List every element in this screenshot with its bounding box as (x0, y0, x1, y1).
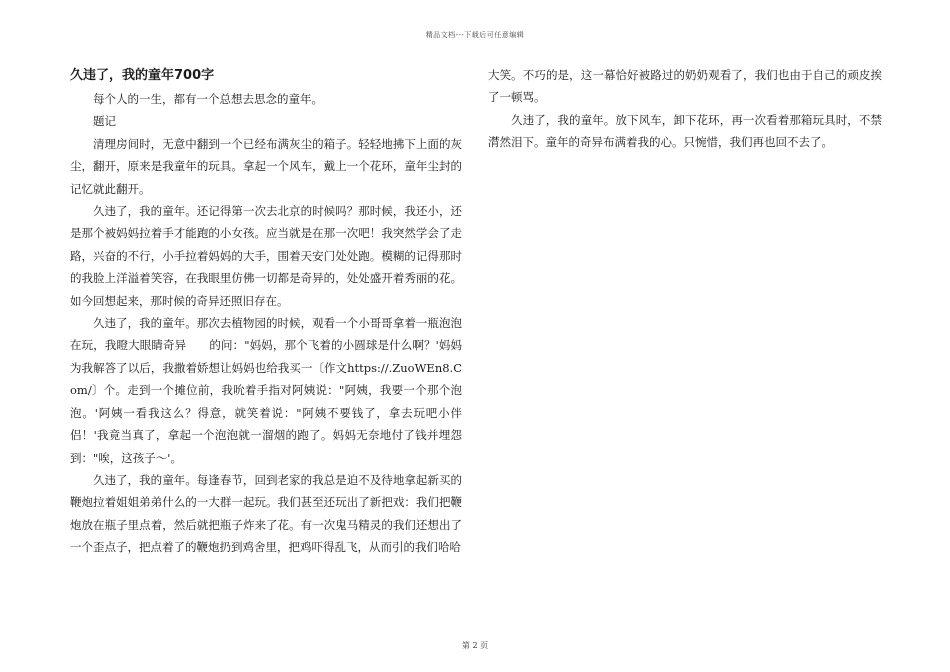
paragraph-closing: 久违了，我的童年。放下风车，卸下花环，再一次看着那箱玩具时，不禁潸然泪下。童年的奇异布满着我的心。只惋惜，我们再也回不去了。 (488, 112, 882, 150)
page-header-note: 精品文档---下载后可任意编辑 (425, 31, 525, 39)
paragraph-epigraph-label: 题记 (93, 114, 116, 129)
paragraph-beijing: 久违了，我的童年。还记得第一次去北京的时候吗？那时候，我还小，还是那个被妈妈拉着手才能跑的小女孩。应当就是在那一次吧！我突然学会了走路，兴奋的不行，小手拉着妈妈的大手，围着天安门处处跑。模糊的记得那时的我脸上洋溢着笑容，在我眼里仿佛一切都是奇异的，处处盛开着秀丽的花。如今回想起来，那时候的奇异还照旧存在。 (70, 204, 462, 308)
page-number: 第 2 页 (461, 641, 489, 650)
left-column (70, 64, 462, 559)
paragraph-room-cleaning: 清理房间时，无意中翻到一个已经布满灰尘的箱子。轻轻地拂下上面的灰尘，翻开，原来是我童年的玩具。拿起一个风车，戴上一个花环，童年尘封的记忆就此翻开。 (70, 136, 462, 196)
paragraph-firecrackers: 久违了，我的童年。每逢春节，回到老家的我总是迫不及待地拿起新买的鞭炮拉着姐姐弟弟什么的一大群一起玩。我们甚至还玩出了新把戏：我们把鞭炮放在瓶子里点着，然后就把瓶子炸来了花。有一次鬼马精灵的我们还想出了一个歪点子，把点着了的鞭炮扔到鸡舍里，把鸡吓得乱飞，从而引的我们哈哈 (70, 472, 462, 555)
paragraph-firecrackers-continued: 大笑。不巧的是，这一幕恰好被路过的奶奶观看了，我们也由于自己的顽皮挨了一顿骂。 (488, 68, 882, 105)
right-column (488, 64, 882, 154)
document-title: 久违了，我的童年700字 (70, 68, 215, 83)
paragraph-bubbles: 久违了，我的童年。那次去植物园的时候，观看一个小哥哥拿着一瓶泡泡在玩，我瞪大眼睛奇异 的问："妈妈，那个飞着的小圆球是什么啊？'妈妈为我解答了以后，我撒着娇想让妈妈也给我买一〔作文https://.ZuoWEn8.Com/〕个。走到一个摊位前，我吮着手指对阿姨说："阿姨，我要一个那个泡泡。'阿姨一看我这么？得意，就笑着说："阿姨不要钱了，拿去玩吧小伴侣！'我竟当真了，拿起一个泡泡就一溜烟的跑了。妈妈无奈地付了钱并埋怨到："唉，这孩子～'。 (70, 316, 462, 465)
paragraph-intro: 每个人的一生，都有一个总想去思念的童年。 (93, 92, 323, 106)
